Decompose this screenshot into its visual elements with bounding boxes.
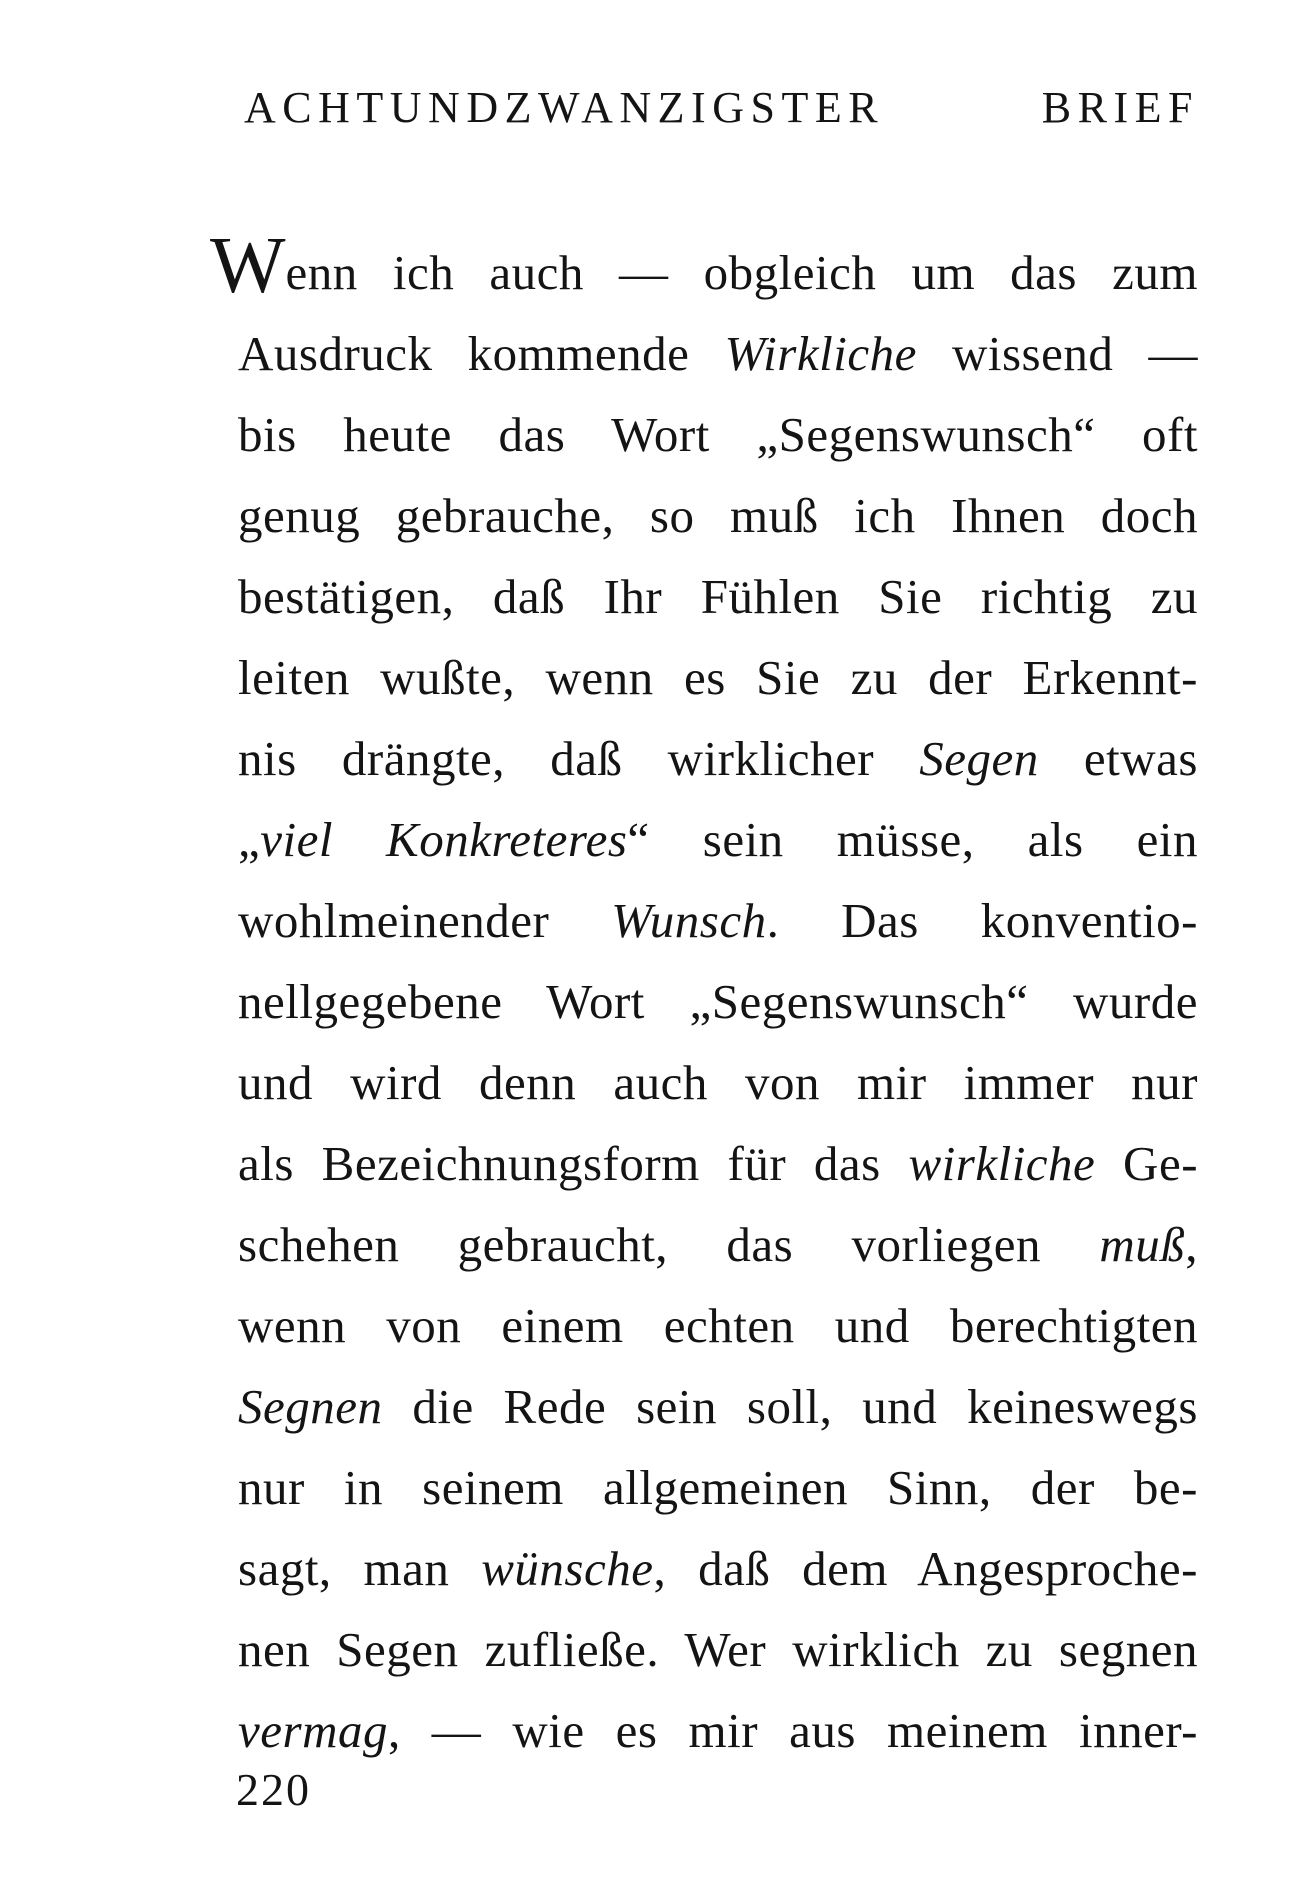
emphasis: vermag bbox=[238, 1703, 388, 1758]
text-run: nur in seinem allgemeinen Sinn, der be- bbox=[238, 1460, 1198, 1515]
text-line bbox=[238, 637, 1198, 718]
text-run: bestätigen, daß Ihr Fühlen Sie richtig zu bbox=[238, 569, 1198, 624]
running-head: ACHTUNDZWANZIGSTER BRIEF bbox=[244, 83, 1199, 132]
text-run: “ sein müsse, als ein bbox=[627, 812, 1198, 867]
text-run: „ bbox=[238, 812, 261, 867]
text-line bbox=[238, 1042, 1198, 1123]
text-run: nis drängte, daß wirklicher bbox=[238, 731, 920, 786]
text-run: und wird denn auch von mir immer nur bbox=[238, 1055, 1198, 1110]
text-run: , bbox=[1185, 1217, 1198, 1272]
text-line bbox=[238, 718, 1198, 799]
text-line bbox=[238, 1528, 1198, 1609]
text-run: . Das konventio- bbox=[766, 893, 1199, 948]
text-run: schehen gebraucht, das vorliegen bbox=[238, 1217, 1100, 1272]
emphasis: muß bbox=[1099, 1217, 1186, 1272]
text-line bbox=[238, 475, 1198, 556]
emphasis: Segnen bbox=[238, 1379, 383, 1434]
text-run: als Bezeichnungsform für das bbox=[238, 1136, 909, 1191]
text-run: nen Segen zufließe. Wer wirklich zu segnen bbox=[238, 1622, 1198, 1677]
text-run: wissend — bbox=[916, 326, 1199, 381]
body-text bbox=[210, 222, 1199, 1771]
text-run: nellgegebene Wort „Segenswunsch“ wurde bbox=[238, 974, 1198, 1029]
emphasis: Segen bbox=[919, 731, 1039, 786]
text-line bbox=[238, 961, 1198, 1042]
emphasis: Wirkliche bbox=[724, 326, 917, 381]
page-number: 220 bbox=[236, 1764, 311, 1815]
emphasis: Wunsch bbox=[611, 893, 767, 948]
text-line bbox=[238, 1285, 1198, 1366]
text-line bbox=[238, 799, 1198, 880]
text-line bbox=[238, 1447, 1198, 1528]
text-run: die Rede sein soll, und keineswegs bbox=[382, 1379, 1198, 1434]
text-run: etwas bbox=[1038, 731, 1198, 786]
text-run: sagt, man bbox=[238, 1541, 482, 1596]
emphasis: wünsche bbox=[481, 1541, 654, 1596]
text-line bbox=[210, 222, 1198, 313]
emphasis: wirkliche bbox=[908, 1136, 1096, 1191]
text-line bbox=[238, 1690, 1198, 1771]
text-line bbox=[238, 556, 1198, 637]
text-line bbox=[238, 394, 1198, 475]
text-run: Ausdruck kommende bbox=[238, 326, 725, 381]
text-line bbox=[238, 880, 1198, 961]
text-line bbox=[238, 1366, 1198, 1447]
text-run: , — wie es mir aus meinem inner- bbox=[387, 1703, 1198, 1758]
drop-cap: W bbox=[210, 222, 286, 310]
text-line bbox=[238, 1204, 1198, 1285]
text-run: genug gebrauche, so muß ich Ihnen doch bbox=[238, 488, 1198, 543]
text-run: leiten wußte, wenn es Sie zu der Erkennt- bbox=[238, 650, 1198, 705]
emphasis: viel Konkreteres bbox=[260, 812, 628, 867]
text-run: wohlmeinender bbox=[238, 893, 612, 948]
text-run: enn ich auch — obgleich um das zum bbox=[285, 245, 1198, 300]
text-line bbox=[238, 1123, 1198, 1204]
text-line bbox=[238, 1609, 1198, 1690]
text-run: , daß dem Angesproche- bbox=[653, 1541, 1198, 1596]
text-line bbox=[238, 313, 1198, 394]
text-run: bis heute das Wort „Segenswunsch“ oft bbox=[238, 407, 1198, 462]
text-run: wenn von einem echten und berechtigten bbox=[238, 1298, 1198, 1353]
text-run: Ge- bbox=[1095, 1136, 1199, 1191]
